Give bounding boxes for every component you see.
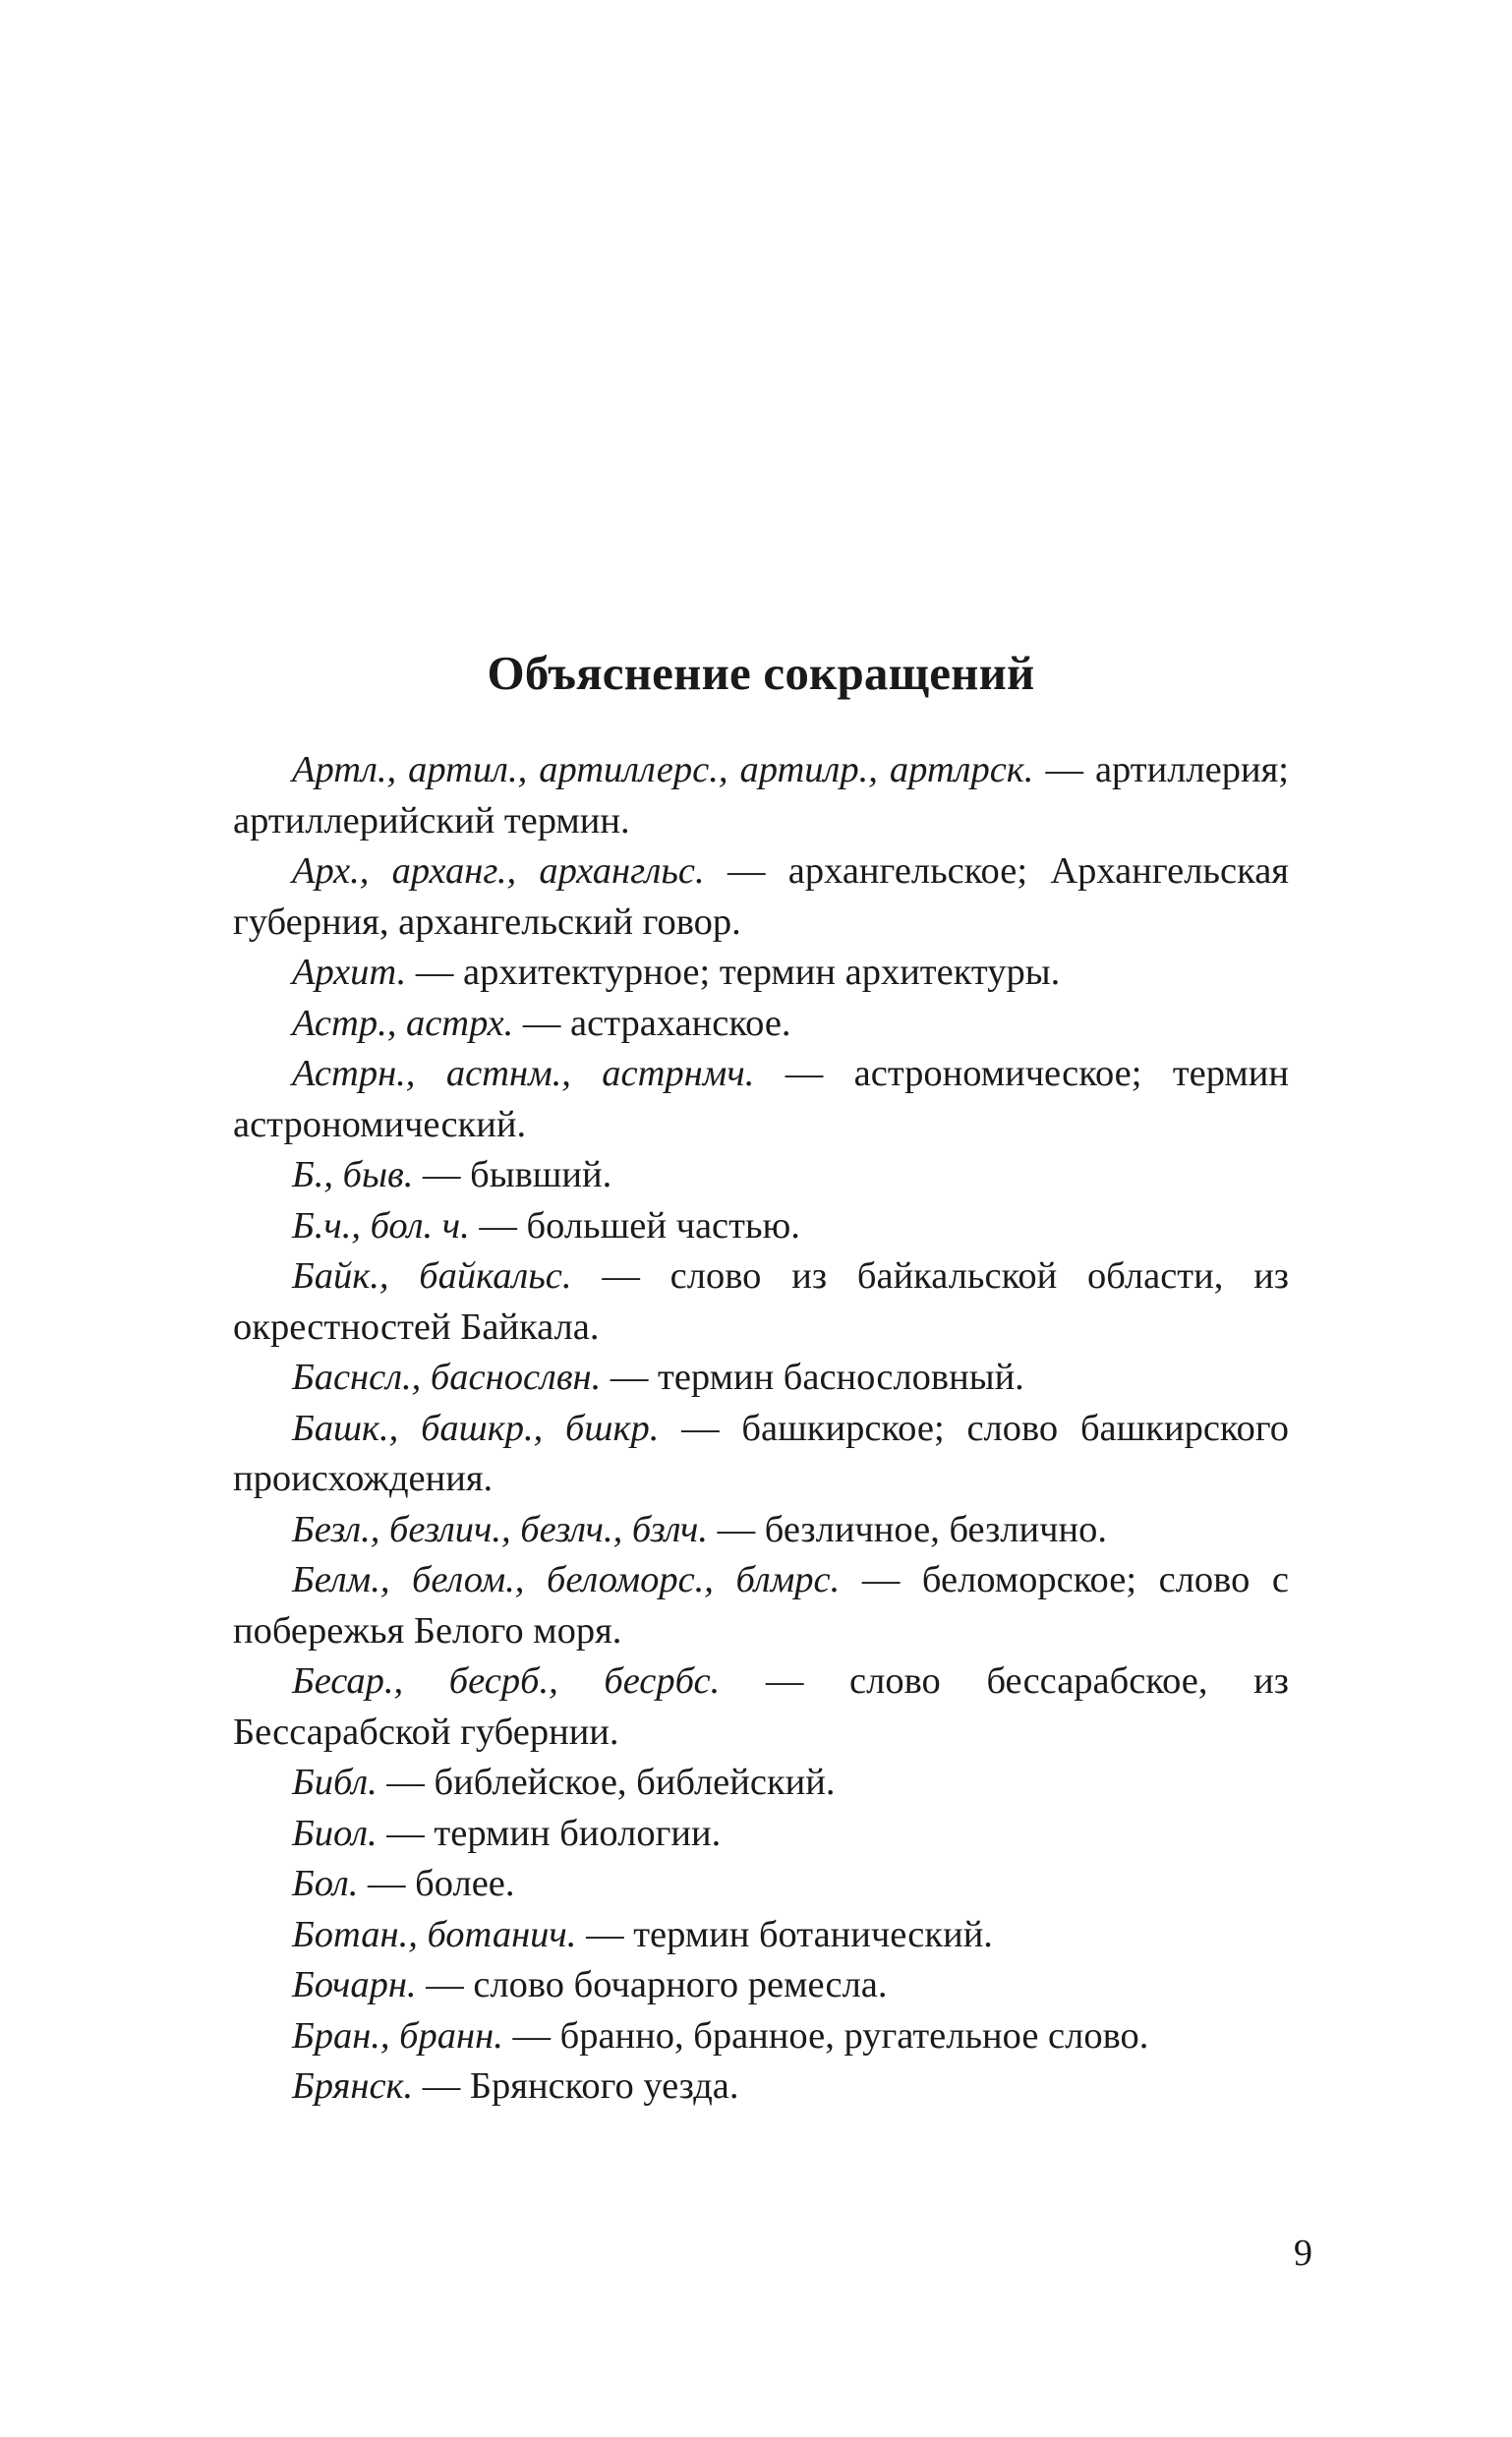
explanation: — термин биологии.	[377, 1812, 722, 1854]
abbreviation: Б., быв.	[292, 1154, 414, 1195]
list-item	[233, 1656, 1289, 1758]
abbreviation: Баснсл., баснослвн.	[292, 1357, 602, 1398]
explanation: — более.	[358, 1863, 515, 1904]
abbreviation: Библ.	[292, 1762, 378, 1803]
abbreviation: Арх., арханг., архангльс.	[292, 850, 705, 892]
explanation: — Брянского уезда.	[413, 2065, 739, 2107]
list-item	[233, 1150, 1289, 1201]
explanation: — слово бочарного ремесла.	[416, 1964, 888, 2005]
abbreviation: Бочарн.	[292, 1964, 417, 2005]
abbreviation: Ботан., ботанич.	[292, 1913, 577, 1955]
page-number: 9	[1294, 2233, 1312, 2274]
list-item	[233, 1555, 1289, 1656]
list-item	[233, 1758, 1289, 1809]
abbreviation: Астрн., астнм., астрнмч.	[292, 1053, 755, 1094]
explanation: — архангельское; Архангельская губерния, архангельский говор.	[233, 850, 1289, 943]
abbreviation: Бол.	[292, 1863, 359, 1904]
explanation: — артиллерия; артиллерийский термин.	[233, 749, 1289, 841]
list-item	[233, 1404, 1289, 1505]
list-item	[233, 1353, 1289, 1404]
abbreviation: Биол.	[292, 1812, 378, 1854]
explanation: — башкирское; слово башкирского происхождения.	[233, 1407, 1289, 1499]
explanation: — астраханское.	[513, 1002, 791, 1044]
list-item	[233, 1049, 1289, 1150]
list-item	[233, 1859, 1289, 1910]
list-item	[233, 846, 1289, 948]
list-item	[233, 1910, 1289, 1961]
abbreviation: Байк., байкальс.	[292, 1255, 572, 1297]
explanation: — большей частью.	[469, 1204, 800, 1247]
explanation: — бывший.	[413, 1154, 612, 1195]
explanation: — слово из байкальской области, из окрестностей Байкала.	[233, 1255, 1290, 1348]
abbreviation: Бран., бранн.	[292, 2014, 503, 2057]
list-item	[233, 948, 1289, 999]
explanation: — термин ботанический.	[576, 1913, 993, 1955]
abbreviation-list	[233, 745, 1289, 2113]
list-item	[233, 1809, 1289, 1860]
explanation: — астрономическое; термин астрономический.	[233, 1053, 1289, 1145]
abbreviation: Безл., безлич., безлч., бзлч.	[292, 1508, 709, 1550]
list-item	[233, 2061, 1289, 2113]
page-title: Объяснение сокращений	[487, 646, 1035, 700]
explanation: — слово бессарабское, из Бессарабской губернии.	[233, 1660, 1289, 1753]
explanation: — бранно, бранное, ругательное слово.	[502, 2014, 1149, 2057]
explanation: — библейское, библейский.	[377, 1762, 836, 1803]
list-item	[233, 1505, 1289, 1556]
abbreviation: Архит.	[292, 952, 407, 993]
abbreviation: Бесар., бесрб., бесрбс.	[292, 1660, 721, 1702]
abbreviation: Артл., артил., артиллерс., артилр., артлрск.	[292, 749, 1034, 790]
list-item	[233, 745, 1289, 846]
explanation: — архитектурное; термин архитектуры.	[406, 952, 1061, 993]
abbreviation: Астр., астрх.	[292, 1002, 514, 1044]
abbreviation: Б.ч., бол. ч.	[292, 1204, 470, 1247]
explanation: — беломорское; слово с побережья Белого моря.	[233, 1559, 1289, 1652]
abbreviation: Белм., белом., беломорс., блмрс.	[292, 1559, 841, 1600]
list-item	[233, 2011, 1289, 2062]
explanation: — безличное, безлично.	[708, 1508, 1107, 1550]
list-item	[233, 1201, 1289, 1252]
list-item	[233, 1960, 1289, 2011]
list-item	[233, 999, 1289, 1050]
list-item	[233, 1251, 1289, 1353]
abbreviation: Брянск.	[292, 2065, 414, 2107]
abbreviation: Башк., башкр., бшкр.	[292, 1407, 660, 1449]
explanation: — термин баснословный.	[601, 1357, 1024, 1398]
